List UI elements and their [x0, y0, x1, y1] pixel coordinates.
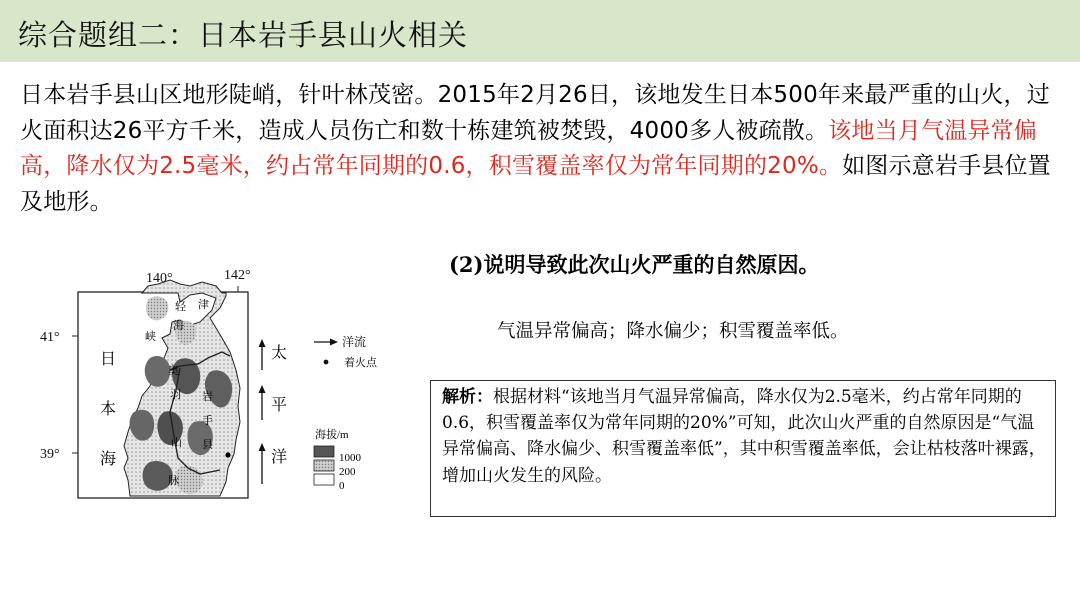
- answer-text: 气温异常偏高；降水偏少；积雪覆盖率低。: [497, 321, 849, 342]
- mountain-char-1: 奥: [168, 365, 179, 377]
- strait-char-1: 津: [198, 299, 209, 311]
- legend-level-1000: 1000: [339, 452, 361, 464]
- sea-east-char-1: 太: [271, 345, 288, 362]
- slide-title: 综合题组二：日本岩手县山火相关: [18, 18, 469, 52]
- explanation-box: [430, 380, 1056, 517]
- strait-char-2: 轻: [175, 301, 186, 313]
- fire-point: [225, 452, 230, 457]
- map-legend: [314, 334, 378, 492]
- strait-char-3: 海: [173, 320, 184, 332]
- intro-text-red: 该地当月气温异常偏高，降水仅为2.5毫米，约占常年同期的0.6，积雪覆盖率仅为常年同期的20%。: [20, 117, 1038, 179]
- legend-swatch-high: [314, 446, 334, 457]
- intro-text-part1: 日本岩手县山区地形陡峭，针叶林茂密。2015年2月26日，该地发生日本500年来最严重的山火，过火面积达26平方千米，造成人员伤亡和数十栋建筑被焚毁，4000多人被疏散。: [20, 82, 1050, 144]
- legend-swatch-low: [314, 474, 334, 485]
- title-bar: [0, 0, 1080, 62]
- ocean-current-arrows: [259, 339, 266, 484]
- lon-label-142: 142°: [224, 268, 251, 283]
- mountain-char-3: 山: [171, 437, 182, 449]
- intro-paragraph: [20, 78, 1070, 220]
- lat-label-41: 41°: [40, 330, 60, 345]
- legend-current-label: 洋流: [342, 335, 367, 349]
- legend-level-0: 0: [339, 480, 345, 492]
- explanation-label: 解析：: [442, 387, 493, 407]
- strait-char-4: 峡: [145, 331, 156, 343]
- legend-level-200: 200: [339, 466, 356, 478]
- pref-char-1: 岩: [202, 391, 213, 403]
- legend-swatch-mid: [314, 460, 334, 471]
- lon-label-140: 140°: [146, 271, 173, 286]
- mountain-char-4: 脉: [168, 475, 179, 487]
- legend-elevation-title: 海拔/m: [315, 429, 349, 441]
- lat-label-39: 39°: [40, 447, 60, 462]
- pref-char-3: 县: [202, 439, 213, 451]
- legend-fire-dot: [324, 360, 329, 365]
- sea-west-char-1: 日: [100, 351, 117, 368]
- sea-east-char-2: 平: [271, 397, 288, 414]
- sea-east-char-3: 洋: [271, 449, 288, 466]
- explanation-text: 根据材料“该地当月气温异常偏高，降水仅为2.5毫米，约占常年同期的0.6，积雪覆盖率仅为常年同期的20%”可知，此次山火严重的自然原因是“气温异常偏高、降水偏少、积雪覆盖率低”，其中积雪覆盖率低，会让枯枝落叶裸露，增加山火发生的风险。: [442, 387, 1046, 486]
- intro-text-part3: 如图示意岩手县位置及地形。: [20, 153, 1051, 215]
- iwate-map: [30, 262, 440, 502]
- legend-fire-label: 着火点: [344, 357, 377, 369]
- sea-west-char-3: 海: [100, 451, 117, 468]
- sea-west-char-2: 本: [100, 401, 117, 418]
- mountain-char-2: 羽: [170, 389, 181, 401]
- question-text: (2)说明导致此次山火严重的自然原因。: [449, 252, 820, 277]
- pref-char-2: 手: [202, 415, 213, 427]
